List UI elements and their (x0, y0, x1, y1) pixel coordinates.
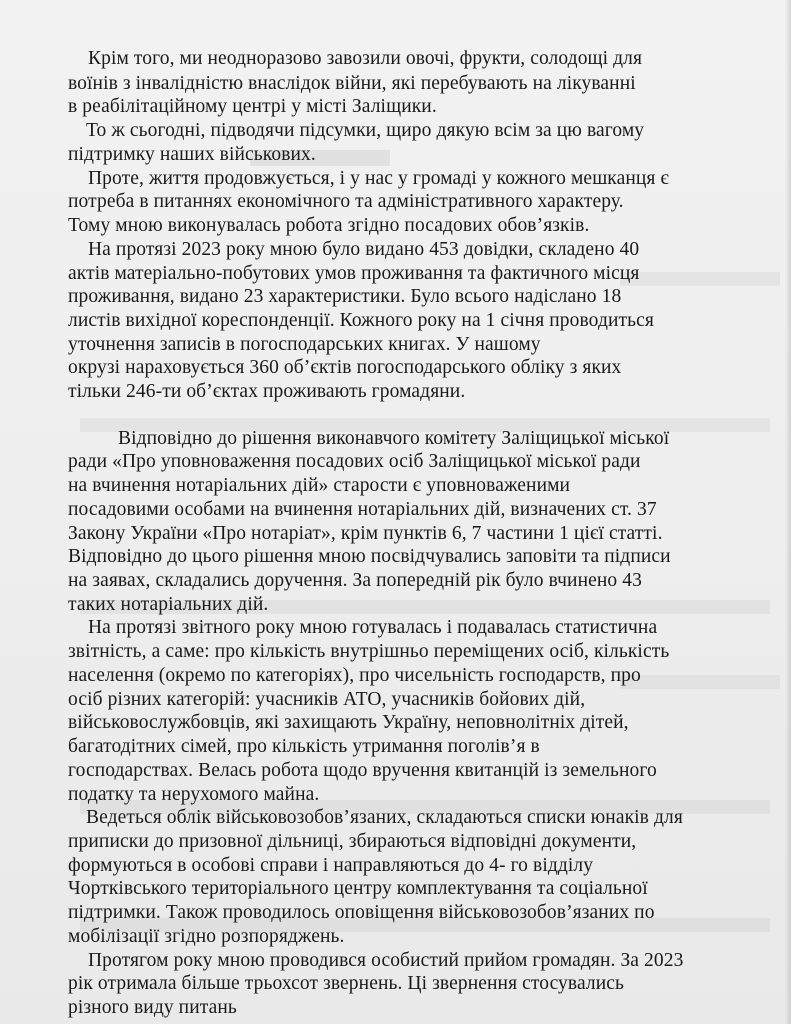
text-line: Протягом року мною проводився особистий прийом громадян. За 2023 (88, 949, 684, 971)
text-line: воїнів з інвалідністю внаслідок війни, які перебувають на лікуванні (68, 72, 636, 94)
text-line: тільки 246-ти об’єктах проживають громадяни. (68, 381, 466, 403)
text-line: окрузі нараховується 360 об’єктів погосподарського обліку з яких (68, 357, 622, 379)
bleed-through-mark (620, 675, 780, 689)
text-line: Ведеться облік військовозобов’язаних, складаються списки юнаків для (86, 807, 683, 829)
text-line: потреба в питаннях економічного та адміністративного характеру. (68, 191, 624, 213)
text-line: То ж сьогодні, підводячи підсумки, щиро дякую всім за цю вагому (86, 120, 645, 142)
text-line: Відповідно до цього рішення мною посвідчувались заповіти та підписи (68, 546, 671, 568)
text-line: На протязі 2023 року мною було видано 453 довідки, складено 40 (88, 238, 640, 260)
text-line: таких нотаріальних дій. (68, 593, 269, 615)
text-line: листів вихідної кореспонденції. Кожного року на 1 січня проводиться (68, 309, 654, 331)
text-line: населення (окремо по категоріях), про чисельність господарств, про (68, 664, 641, 686)
bleed-through-mark (620, 272, 780, 286)
text-line: підтримки. Також проводилось оповіщення військовозобов’язаних по (68, 902, 655, 924)
text-line: посадовими особами на вчинення нотаріальних дій, визначених ст. 37 (68, 498, 657, 520)
text-line: на заявах, складались доручення. За попередній рік було вчинено 43 (68, 569, 642, 591)
text-line: ради «Про уповноваження посадових осіб Заліщицької міської ради (68, 451, 641, 473)
text-line: в реабілітаційному центрі у місті Заліщики. (68, 96, 437, 118)
text-line: проживання, видано 23 характеристики. Було всього надіслано 18 (68, 286, 622, 308)
text-line: багатодітних сімей, про кількість утримання поголів’я в (68, 736, 540, 757)
text-line: Проте, життя продовжується, і у нас у громаді у кожного мешканця є (88, 167, 669, 189)
text-line: уточнення записів в погосподарських книгах. У нашому (68, 333, 541, 355)
text-line: Крім того, ми неодноразово завозили овочі, фрукти, солодощі для (88, 48, 643, 69)
text-line: Чортківського територіального центру комплектування та соціальної (68, 878, 648, 900)
text-line: звітність, а саме: про кількість внутрішньо переміщених осіб, кількість (68, 641, 670, 663)
text-line: господарствах. Велась робота щодо вручення квитанцій із земельного (68, 759, 657, 781)
text-line: на вчинення нотаріальних дій» старости є уповноваженими (68, 475, 571, 496)
page-edge-shadow (785, 0, 791, 1024)
text-line: формуються в особові справи і направляються до 4- го відділу (68, 854, 594, 876)
text-line: Відповідно до рішення виконавчого комітету Заліщицької міської (118, 427, 670, 449)
text-line: осіб різних категорій: учасників АТО, учасників бойових дій, (68, 688, 586, 710)
text-line: мобілізації згідно розпоряджень. (68, 925, 345, 947)
text-line: підтримку наших військових. (68, 143, 316, 165)
text-line: податку та нерухомого майна. (68, 783, 320, 805)
text-line: Закону України «Про нотаріат», крім пунктів 6, 7 частини 1 цієї статті. (68, 522, 663, 544)
text-line: військовослужбовців, які захищають Україну, неповнолітніх дітей, (68, 712, 629, 734)
text-line: актів матеріально-побутових умов проживання та фактичного місця (68, 262, 640, 284)
text-line: На протязі звітного року мною готувалась і подавалась статистична (88, 617, 658, 639)
text-line: різного виду питань (68, 997, 237, 1018)
text-line: рік отримала більше трьохсот звернень. Ці звернення стосувались (68, 973, 625, 995)
text-line: Тому мною виконувалась робота згідно посадових обов’язків. (68, 215, 590, 236)
text-line: приписки до призовної дільниці, збираються відповідні документи, (68, 830, 637, 852)
